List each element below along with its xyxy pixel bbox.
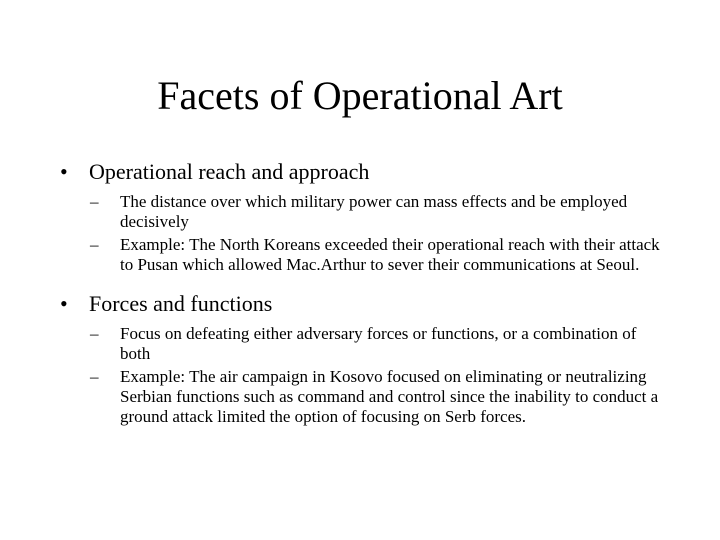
bullet-text: Forces and functions — [89, 291, 273, 316]
sub-bullet-item — [90, 192, 660, 232]
dash-icon: – — [90, 192, 99, 211]
bullet-text: Operational reach and approach — [89, 159, 370, 184]
sub-bullet-list — [90, 324, 660, 427]
sub-bullet-item — [90, 235, 660, 275]
sub-bullet-item — [90, 367, 660, 427]
bullet-icon: • — [60, 291, 68, 316]
sub-bullet-text: Example: The air campaign in Kosovo focused on eliminating or neutralizing Serbian functions such as command and control since the inability to conduct a ground attack limited the option of focusing on Serb forces. — [120, 367, 659, 426]
slide-title: Facets of Operational Art — [157, 73, 563, 118]
sub-bullet-item — [90, 324, 660, 364]
sub-bullet-text: The distance over which military power can mass effects and be employed decisively — [120, 192, 628, 231]
bullet-item — [60, 158, 660, 186]
sub-bullet-text: Focus on defeating either adversary forces or functions, or a combination of both — [120, 324, 637, 363]
sub-bullet-list — [90, 192, 660, 275]
bullet-icon: • — [60, 159, 68, 184]
dash-icon: – — [90, 235, 99, 254]
bullet-item — [60, 290, 660, 318]
dash-icon: – — [90, 367, 99, 386]
dash-icon: – — [90, 324, 99, 343]
slide-content — [60, 158, 660, 430]
sub-bullet-text: Example: The North Koreans exceeded their operational reach with their attack to Pusan which allowed Mac.Arthur to sever their communications at Seoul. — [120, 235, 660, 274]
